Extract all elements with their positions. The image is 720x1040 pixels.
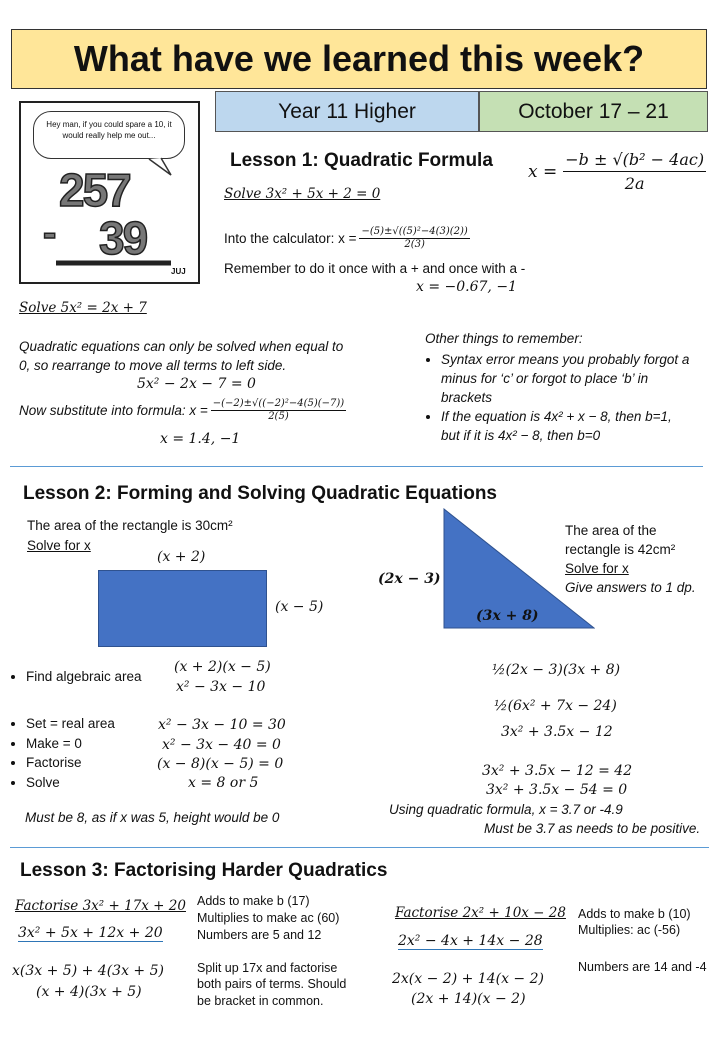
quadratic-formula (528, 150, 706, 193)
steps-list-b (10, 714, 115, 792)
tri-work-line: 3x² + 3.5x − 12 (501, 724, 613, 740)
other-item: • If the equation is 4x² + x − 8, then b=1, but if it is 4x² − 8, then b=0 (441, 407, 690, 445)
title-banner (11, 29, 707, 89)
tri-conclusion: Must be 3.7 as needs to be positive. (484, 821, 701, 836)
class-label-box (215, 91, 479, 132)
other-title: Other things to remember: (425, 331, 583, 346)
bottom-number: 39 (99, 212, 147, 264)
other-list (425, 350, 690, 445)
step-item: • Factorise (26, 753, 115, 773)
class-label: Year 11 Higher (278, 99, 416, 123)
sub-denominator: 2(5) (268, 411, 289, 422)
lesson1-solve2: Solve 5x² = 2x + 7 (19, 300, 147, 316)
left-factorise-title: Factorise 3x² + 17x + 20 (15, 898, 186, 914)
rectangle-shape (98, 570, 267, 647)
work-b-line: x = 8 or 5 (188, 775, 259, 791)
rect-conclusion: Must be 8, as if x was 5, height would be 0 (25, 810, 280, 825)
left-tip: both pairs of terms. Should (197, 977, 347, 991)
work-b-line: x² − 3x − 40 = 0 (162, 737, 281, 753)
left-note: Multiplies to make ac (60) (197, 911, 340, 925)
remember-text: Remember to do it once with a + and once with a - (224, 261, 526, 276)
work-b-line: (x − 8)(x − 5) = 0 (157, 756, 284, 772)
divider-1 (10, 466, 703, 467)
lesson1-heading: Lesson 1: Quadratic Formula (230, 150, 493, 171)
tri-work2-line: 3x² + 3.5x − 12 = 42 (482, 763, 633, 779)
rearranged-equation: 5x² − 2x − 7 = 0 (137, 376, 256, 392)
formula-denominator: 2a (624, 174, 645, 193)
minus-sign: - (43, 211, 57, 255)
right-note: Multiplies: ac (-56) (578, 923, 681, 937)
right-note: Adds to make b (10) (578, 907, 691, 921)
left-split: 3x² + 5x + 12x + 20 (18, 925, 163, 941)
date-label: October 17 – 21 (518, 99, 669, 123)
step-item: • Make = 0 (26, 734, 115, 754)
signature: JUJ (171, 267, 186, 276)
tri-formula-text: Using quadratic formula, x = 3.7 or -4.9 (389, 802, 623, 817)
rect-solve-text: Solve for x (27, 538, 91, 553)
calc-denominator: 2(3) (404, 239, 425, 250)
top-number: 257 (59, 164, 130, 216)
lesson2-heading: Lesson 2: Forming and Solving Quadratic Equations (23, 483, 497, 504)
formula-numerator: −b ± √(b² − 4ac) (563, 150, 706, 172)
tri-bottom-label: (3x + 8) (476, 608, 539, 624)
rect-side-label: (x − 5) (275, 599, 324, 615)
step-item: • Find algebraic area (26, 667, 142, 686)
left-note: Adds to make b (17) (197, 894, 310, 908)
rect-area-text: The area of the rectangle is 30cm² (27, 518, 233, 533)
calculator-line (224, 226, 470, 251)
page-title: What have we learned this week? (73, 38, 645, 79)
lesson1-answer1: x = −0.67, −1 (416, 279, 517, 295)
date-label-box (479, 91, 708, 132)
left-work: x(3x + 5) + 4(3x + 5) (12, 963, 164, 979)
note-line2: 0, so rearrange to move all terms to left side. (19, 358, 287, 373)
right-split: 2x² − 4x + 14x − 28 (398, 933, 543, 949)
tri-area-line1: The area of the (565, 523, 657, 538)
left-work: (x + 4)(3x + 5) (36, 984, 142, 1000)
right-work: (2x + 14)(x − 2) (411, 991, 526, 1007)
right-work: 2x(x − 2) + 14(x − 2) (392, 971, 544, 987)
lesson3-heading: Lesson 3: Factorising Harder Quadratics (20, 860, 388, 881)
substitute-line (19, 398, 346, 423)
calc-numerator: −(5)±√((5)²−4(3)(2)) (361, 226, 468, 237)
step-item: • Set = real area (26, 714, 115, 734)
formula-lhs: x = (528, 161, 558, 182)
left-tip: be bracket in common. (197, 994, 324, 1008)
work-a-line: (x + 2)(x − 5) (174, 659, 271, 675)
work-a-line: x² − 3x − 10 (176, 679, 266, 695)
lesson1-solve1: Solve 3x² + 5x + 2 = 0 (224, 186, 381, 202)
sub-label: Now substitute into formula: x = (19, 403, 208, 418)
left-tip: Split up 17x and factorise (197, 961, 338, 975)
left-note: Numbers are 5 and 12 (197, 928, 322, 942)
tri-work-line: ½(2x − 3)(3x + 8) (492, 662, 621, 678)
right-factorise-title: Factorise 2x² + 10x − 28 (395, 905, 566, 921)
lesson1-answer2: x = 1.4, −1 (160, 431, 241, 447)
sub-numerator: −(−2)±√((−2)²−4(5)(−7)) (212, 398, 345, 409)
step-item: • Solve (26, 773, 115, 793)
steps-list-a (10, 667, 142, 686)
calc-label: Into the calculator: x = (224, 231, 357, 246)
tri-work2-line: 3x² + 3.5x − 54 = 0 (486, 782, 628, 798)
note-line1: Quadratic equations can only be solved when equal to (19, 339, 344, 354)
rect-top-label: (x + 2) (157, 549, 206, 565)
right-numbers: Numbers are 14 and -4 (578, 960, 707, 974)
tri-work-line: ½(6x² + 7x − 24) (494, 698, 617, 714)
work-b-line: x² − 3x − 10 = 30 (158, 717, 286, 733)
cartoon-panel (19, 101, 200, 284)
speech-text: Hey man, if you could spare a 10, it would really help me out... (46, 120, 172, 140)
tri-left-label: (2x − 3) (378, 571, 441, 587)
tri-area-line2: rectangle is 42cm² (565, 542, 676, 557)
divider-2 (10, 847, 709, 848)
tri-solve-text: Solve for x (565, 561, 629, 576)
tri-give-text: Give answers to 1 dp. (565, 580, 696, 595)
other-item: • Syntax error means you probably forgot a minus for ‘c’ or forgot to place ‘b’ in brackets (441, 350, 690, 407)
